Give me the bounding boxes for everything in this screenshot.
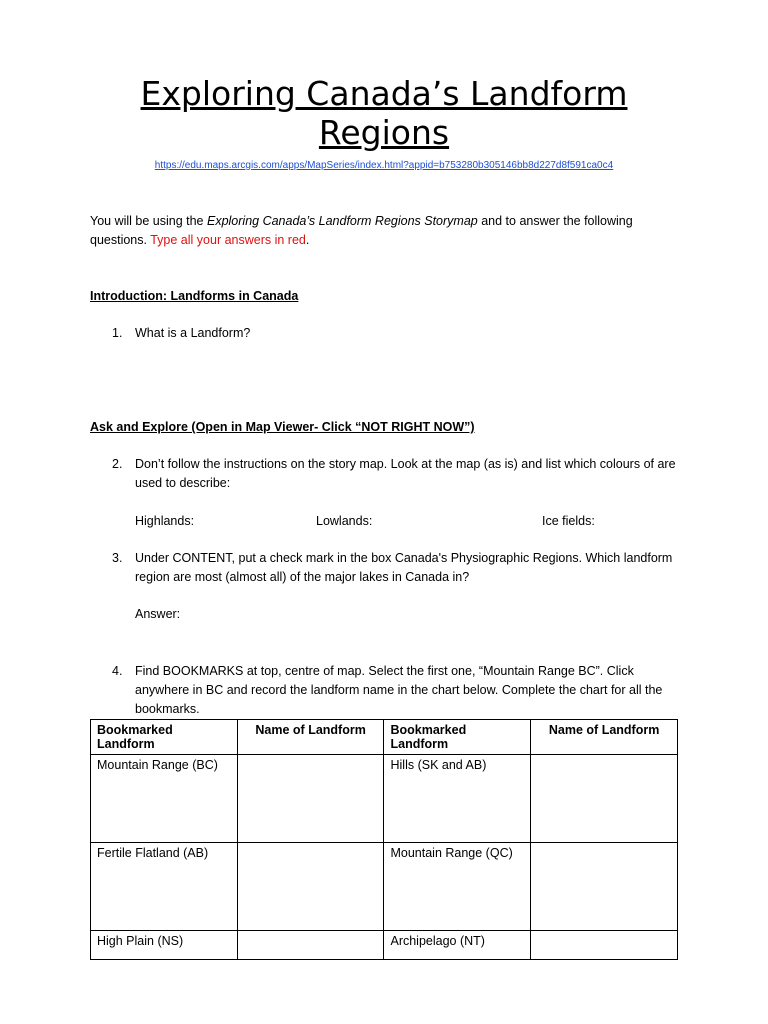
table-cell-landform: Fertile Flatland (AB) xyxy=(91,843,238,931)
question-2-number: 2. xyxy=(112,457,123,471)
section-heading-intro: Introduction: Landforms in Canada xyxy=(90,289,299,303)
table-cell-answer[interactable] xyxy=(531,931,678,960)
header-name-of-landform-2: Name of Landform xyxy=(531,720,678,755)
answer-label: Answer: xyxy=(135,607,181,621)
table-cell-answer[interactable] xyxy=(531,755,678,843)
table-cell-answer[interactable] xyxy=(237,843,384,931)
table-cell-landform: Hills (SK and AB) xyxy=(384,755,531,843)
question-3-text: Under CONTENT, put a check mark in the box Canada's Physiographic Regions. Which landform region are most (almost all) of the major lakes in Canada in? xyxy=(135,551,673,584)
table-row xyxy=(91,755,678,843)
highlands-label: Highlands: xyxy=(135,514,195,528)
question-1-number: 1. xyxy=(112,326,123,340)
table-cell-landform: Mountain Range (QC) xyxy=(384,843,531,931)
table-row xyxy=(91,843,678,931)
landform-chart xyxy=(90,719,678,960)
page-title: Exploring Canada’s Landform Regions xyxy=(140,74,628,152)
intro-end: . xyxy=(305,233,310,247)
intro-text-cont: and to answer the following questions. xyxy=(90,214,633,247)
intro-text: You will be using the xyxy=(90,214,207,228)
question-4-text: Find BOOKMARKS at top, centre of map. Select the first one, “Mountain Range BC”. Click anywhere in BC and record the landform name in the chart below. Complete the chart for all the bookmarks. xyxy=(135,664,663,716)
icefields-label: Ice fields: xyxy=(542,514,595,528)
header-bookmarked-landform-2: Bookmarked Landform xyxy=(384,720,531,755)
table-cell-landform: Mountain Range (BC) xyxy=(91,755,238,843)
question-3-number: 3. xyxy=(112,551,123,565)
intro-paragraph xyxy=(90,212,660,250)
storymap-link[interactable]: https://edu.maps.arcgis.com/apps/MapSeries/index.html?appid=b753280b305146bb8d227d8f591ca0c4 xyxy=(154,160,614,171)
question-2-text: Don’t follow the instructions on the story map. Look at the map (as is) and list which colours of are used to describe: xyxy=(135,457,676,490)
table-cell-landform: High Plain (NS) xyxy=(91,931,238,960)
storymap-name: Exploring Canada’s Landform Regions Storymap xyxy=(206,214,478,228)
table-row xyxy=(91,931,678,960)
table-cell-answer[interactable] xyxy=(237,931,384,960)
table-cell-answer[interactable] xyxy=(237,755,384,843)
header-name-of-landform: Name of Landform xyxy=(237,720,384,755)
red-instruction: Type all your answers in red xyxy=(150,233,306,247)
header-bookmarked-landform: Bookmarked Landform xyxy=(91,720,238,755)
table-cell-answer[interactable] xyxy=(531,843,678,931)
section-heading-explore: Ask and Explore (Open in Map Viewer- Click “NOT RIGHT NOW”) xyxy=(90,420,475,434)
table-cell-landform: Archipelago (NT) xyxy=(384,931,531,960)
question-4-number: 4. xyxy=(112,664,123,678)
question-1-text: What is a Landform? xyxy=(135,326,251,340)
table-header-row xyxy=(91,720,678,755)
lowlands-label: Lowlands: xyxy=(316,514,373,528)
